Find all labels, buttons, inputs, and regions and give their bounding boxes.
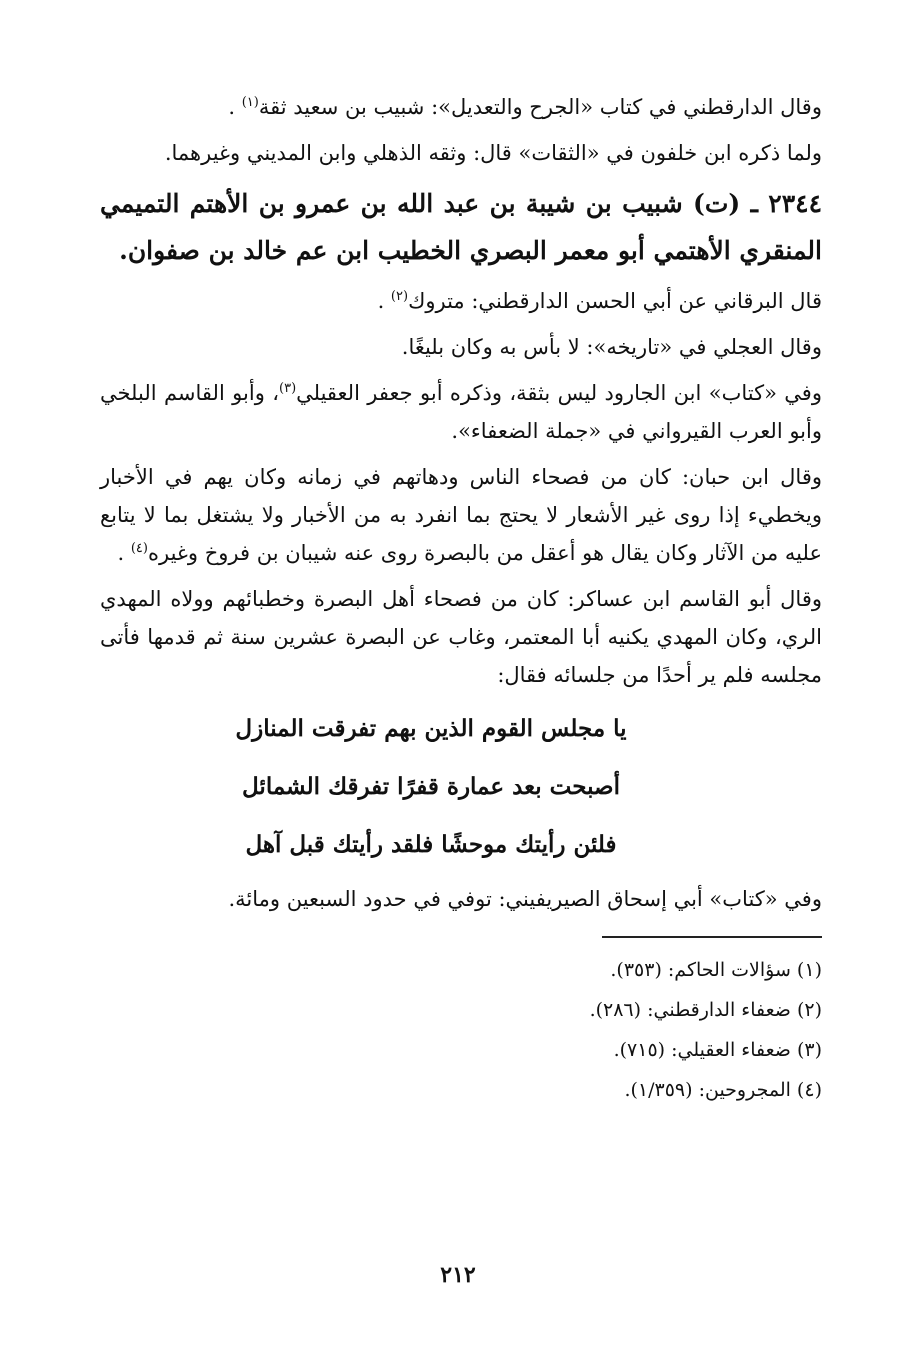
verse-line-3: فلئن رأيتك موحشًا فلقد رأيتك قبل آهل: [245, 831, 617, 858]
footnote-4: (٤) المجروحين: (١/٣٥٩).: [624, 1079, 822, 1101]
page-body: [100, 88, 822, 1110]
paragraph-ijli: وقال العجلي في «تاريخه»: لا بأس به وكان بليغًا.: [401, 335, 822, 359]
footnote-ref-1[interactable]: (١): [241, 95, 259, 110]
paragraph-ibn-jarud: وفي «كتاب» ابن الجارود ليس بثقة، وذكره أبو جعفر العقيلي$^{(٣)}$، وأبو القاسم البلخي وأبو العرب القيرواني في «جملة الضعفاء».: [100, 381, 822, 443]
entry-heading: ٢٣٤٤ ـ (ت) شبيب بن شيبة بن عبد الله بن عمرو بن الأهتم التميمي المنقري الأهتمي أبو معمر البصري الخطيب ابن عم خالد بن صفوان.: [100, 189, 822, 265]
paragraph-ibn-khalfun: ولما ذكره ابن خلفون في «الثقات» قال: وثقه الذهلي وابن المديني وغيرهما.: [164, 141, 822, 165]
paragraph-ibn-hibban: وقال ابن حبان: كان من فصحاء الناس ودهاتهم في زمانه وكان يهم في الأخبار ويخطيء إذا روى غير الأشعار لا يحتج بما انفرد به من الأخبار ولا يشتغل بما لا يتابع عليه من الآثار وكان يقال هو أعقل من بالبصرة روى عنه شيبان بن فروخ وغيره$^{(٤)}$ .: [100, 465, 823, 565]
page-number: ٢١٢: [440, 1262, 476, 1288]
footnote-ref-2[interactable]: (٢): [390, 289, 409, 304]
paragraph-ibn-asakir: وقال أبو القاسم ابن عساكر: كان من فصحاء أهل البصرة وخطبائهم وولاه المهدي الري، وكان المهدي يكنيه أبا المعتمر، وغاب عن البصرة عشرين سنة ثم قدمها فأتى مجلسه فلم ير أحدًا من جلسائه فقال:: [100, 587, 822, 687]
paragraph-barqani: قال البرقاني عن أبي الحسن الدارقطني: متروك$^{(٢)}$ .: [377, 289, 822, 313]
footnote-3: (٣) ضعفاء العقيلي: (٧١٥).: [613, 1039, 822, 1061]
footnote-2: (٢) ضعفاء الدارقطني: (٢٨٦).: [589, 999, 822, 1021]
footnote-ref-3[interactable]: (٣): [279, 381, 297, 396]
footnotes: [100, 950, 822, 1110]
paragraph-daraqutni: وقال الدارقطني في كتاب «الجرح والتعديل»: شبيب بن سعيد ثقة$^{(١)}$ .: [228, 95, 822, 119]
verse-line-1: يا مجلس القوم الذين بهم تفرقت المنازل: [235, 715, 627, 742]
paragraph-sayrafini: وفي «كتاب» أبي إسحاق الصيريفيني: توفي في حدود السبعين ومائة.: [228, 887, 822, 911]
footnote-divider: [602, 936, 822, 938]
footnote-ref-4[interactable]: (٤): [130, 541, 148, 556]
footnote-1: (١) سؤالات الحاكم: (٣٥٣).: [610, 959, 822, 981]
verse-line-2: أصبحت بعد عمارة قفرًا تفرقك الشمائل: [242, 773, 620, 800]
